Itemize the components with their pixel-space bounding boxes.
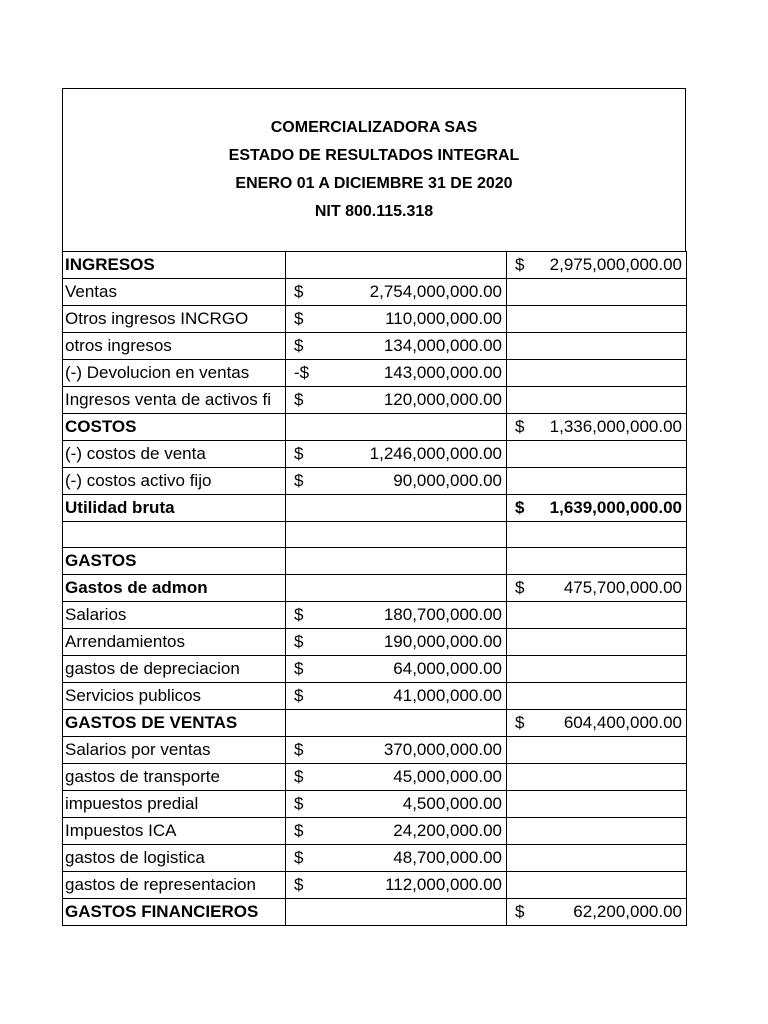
currency-symbol: $ (515, 417, 525, 436)
amount-value: 190,000,000.00 (383, 632, 502, 651)
detail-amount-cell[interactable] (286, 629, 507, 656)
account-label-cell[interactable] (63, 656, 286, 683)
account-label: (-) Devolucion en ventas (65, 363, 250, 382)
account-label: impuestos predial (65, 794, 199, 813)
amount-value: 1,336,000,000.00 (549, 417, 682, 436)
account-label-cell[interactable] (63, 414, 286, 441)
account-label-cell[interactable] (63, 441, 286, 468)
currency-symbol: $ (294, 686, 304, 705)
total-amount-cell[interactable] (507, 899, 687, 926)
account-label-cell[interactable] (63, 360, 286, 387)
detail-amount-cell[interactable] (286, 414, 507, 441)
table-row (63, 737, 687, 764)
statement-title: ESTADO DE RESULTADOS INTEGRAL (228, 147, 520, 164)
amount-value: 1,639,000,000.00 (549, 498, 682, 517)
detail-amount-cell[interactable] (286, 764, 507, 791)
total-amount-cell[interactable] (507, 872, 687, 899)
currency-symbol: $ (294, 794, 304, 813)
amount-value: 4,500,000.00 (402, 794, 502, 813)
table-row (63, 791, 687, 818)
amount-value: 2,975,000,000.00 (549, 255, 682, 274)
currency-symbol: $ (515, 902, 525, 921)
detail-amount-cell[interactable] (286, 306, 507, 333)
table-row (63, 387, 687, 414)
account-label: COSTOS (65, 417, 137, 436)
table-row (63, 872, 687, 899)
table-row (63, 441, 687, 468)
currency-symbol: $ (294, 632, 304, 651)
table-row (63, 548, 687, 575)
detail-amount-cell[interactable] (286, 683, 507, 710)
account-label-cell[interactable] (63, 683, 286, 710)
amount-value: 64,000,000.00 (393, 659, 502, 678)
detail-amount-cell[interactable] (286, 468, 507, 495)
amount-value: 90,000,000.00 (393, 471, 502, 490)
company-name: COMERCIALIZADORA SAS (270, 119, 478, 136)
total-amount-cell[interactable] (507, 629, 687, 656)
account-label: gastos de representacion (65, 875, 256, 894)
total-amount-cell[interactable] (507, 279, 687, 306)
total-amount-cell[interactable] (507, 602, 687, 629)
amount-value: 110,000,000.00 (385, 309, 502, 328)
total-amount-cell[interactable] (507, 845, 687, 872)
account-label: INGRESOS (65, 255, 155, 274)
detail-amount-cell[interactable] (286, 333, 507, 360)
table-row (63, 710, 687, 737)
amount-value: 41,000,000.00 (393, 686, 502, 705)
total-amount-cell[interactable] (507, 441, 687, 468)
total-amount-cell[interactable] (507, 333, 687, 360)
total-amount-cell[interactable] (507, 414, 687, 441)
amount-value: 62,200,000.00 (573, 902, 682, 921)
amount-value: 604,400,000.00 (563, 713, 682, 732)
table-row (63, 279, 687, 306)
table-row (63, 360, 687, 387)
table-row (63, 845, 687, 872)
account-label: Otros ingresos INCRGO (65, 309, 249, 328)
table-row (63, 414, 687, 441)
table-row (63, 495, 687, 522)
total-amount-cell[interactable] (507, 818, 687, 845)
detail-amount-cell[interactable] (286, 791, 507, 818)
currency-symbol: $ (294, 282, 304, 301)
currency-symbol: $ (294, 390, 304, 409)
total-amount-cell[interactable] (507, 764, 687, 791)
total-amount-cell[interactable] (507, 575, 687, 602)
statement-period: ENERO 01 A DICIEMBRE 31 DE 2020 (235, 175, 513, 192)
account-label-cell[interactable] (63, 737, 286, 764)
detail-amount-cell[interactable] (286, 441, 507, 468)
table-row (63, 629, 687, 656)
table-row (63, 602, 687, 629)
account-label-cell[interactable] (63, 764, 286, 791)
income-statement-sheet (62, 88, 686, 926)
currency-symbol: $ (515, 578, 525, 597)
amount-value: 2,754,000,000.00 (369, 282, 502, 301)
table-row (63, 522, 687, 548)
account-label: Gastos de admon (65, 578, 208, 597)
detail-amount-cell[interactable] (286, 252, 507, 279)
table-row (63, 468, 687, 495)
total-amount-cell[interactable] (507, 522, 687, 548)
detail-amount-cell[interactable] (286, 575, 507, 602)
detail-amount-cell[interactable] (286, 872, 507, 899)
detail-amount-cell[interactable] (286, 548, 507, 575)
account-label-cell[interactable] (63, 548, 286, 575)
account-label-cell[interactable] (63, 468, 286, 495)
table-row (63, 899, 687, 926)
total-amount-cell[interactable] (507, 387, 687, 414)
currency-symbol: $ (294, 659, 304, 678)
detail-amount-cell[interactable] (286, 360, 507, 387)
account-label: Salarios (65, 605, 127, 624)
detail-amount-cell[interactable] (286, 818, 507, 845)
account-label: Utilidad bruta (65, 498, 175, 517)
amount-value: 120,000,000.00 (383, 390, 502, 409)
table-row (63, 575, 687, 602)
account-label: Ventas (65, 282, 117, 301)
account-label-cell[interactable] (63, 279, 286, 306)
total-amount-cell[interactable] (507, 737, 687, 764)
account-label-cell[interactable] (63, 899, 286, 926)
account-label-cell[interactable] (63, 791, 286, 818)
currency-symbol: $ (294, 444, 304, 463)
currency-symbol: $ (294, 767, 304, 786)
detail-amount-cell[interactable] (286, 602, 507, 629)
currency-symbol: $ (294, 309, 304, 328)
account-label-cell[interactable] (63, 710, 286, 737)
currency-symbol: $ (515, 498, 525, 517)
account-label: GASTOS FINANCIEROS (65, 902, 259, 921)
table-row (63, 333, 687, 360)
account-label-cell[interactable] (63, 522, 286, 548)
account-label-cell[interactable] (63, 818, 286, 845)
account-label: Servicios publicos (65, 686, 202, 705)
account-label-cell[interactable] (63, 387, 286, 414)
total-amount-cell[interactable] (507, 656, 687, 683)
total-amount-cell[interactable] (507, 683, 687, 710)
statement-table (62, 251, 687, 926)
detail-amount-cell[interactable] (286, 279, 507, 306)
detail-amount-cell[interactable] (286, 656, 507, 683)
account-label: otros ingresos (65, 336, 172, 355)
detail-amount-cell[interactable] (286, 710, 507, 737)
total-amount-cell[interactable] (507, 791, 687, 818)
total-amount-cell[interactable] (507, 306, 687, 333)
amount-value: 45,000,000.00 (393, 767, 502, 786)
table-row (63, 656, 687, 683)
detail-amount-cell[interactable] (286, 899, 507, 926)
statement-header (62, 88, 686, 251)
company-nit: NIT 800.115.318 (314, 203, 434, 220)
amount-value: 475,700,000.00 (563, 578, 682, 597)
amount-value: 112,000,000.00 (385, 875, 502, 894)
account-label: gastos de transporte (65, 767, 220, 786)
detail-amount-cell[interactable] (286, 495, 507, 522)
currency-symbol: $ (294, 471, 304, 490)
account-label-cell[interactable] (63, 629, 286, 656)
account-label-cell[interactable] (63, 333, 286, 360)
account-label: Salarios por ventas (65, 740, 211, 759)
currency-symbol: -$ (294, 363, 310, 382)
currency-symbol: $ (294, 740, 304, 759)
table-row (63, 306, 687, 333)
total-amount-cell[interactable] (507, 252, 687, 279)
total-amount-cell[interactable] (507, 360, 687, 387)
account-label: gastos de logistica (65, 848, 205, 867)
amount-value: 134,000,000.00 (383, 336, 502, 355)
table-row (63, 818, 687, 845)
account-label-cell[interactable] (63, 845, 286, 872)
table-row (63, 252, 687, 279)
account-label-cell[interactable] (63, 602, 286, 629)
currency-symbol: $ (294, 848, 304, 867)
account-label: (-) costos de venta (65, 444, 206, 463)
total-amount-cell[interactable] (507, 710, 687, 737)
currency-symbol: $ (294, 605, 304, 624)
account-label-cell[interactable] (63, 575, 286, 602)
account-label: (-) costos activo fijo (65, 471, 212, 490)
account-label-cell[interactable] (63, 872, 286, 899)
total-amount-cell[interactable] (507, 548, 687, 575)
account-label: Ingresos venta de activos fi (65, 390, 272, 409)
amount-value: 180,700,000.00 (383, 605, 502, 624)
currency-symbol: $ (294, 336, 304, 355)
currency-symbol: $ (294, 875, 304, 894)
account-label: GASTOS (65, 551, 137, 570)
detail-amount-cell[interactable] (286, 522, 507, 548)
account-label: gastos de depreciacion (65, 659, 240, 678)
amount-value: 1,246,000,000.00 (369, 444, 502, 463)
amount-value: 48,700,000.00 (393, 848, 502, 867)
account-label-cell[interactable] (63, 495, 286, 522)
detail-amount-cell[interactable] (286, 845, 507, 872)
total-amount-cell[interactable] (507, 468, 687, 495)
currency-symbol: $ (515, 713, 525, 732)
account-label-cell[interactable] (63, 306, 286, 333)
currency-symbol: $ (515, 255, 525, 274)
detail-amount-cell[interactable] (286, 737, 507, 764)
account-label: Arrendamientos (65, 632, 186, 651)
total-amount-cell[interactable] (507, 495, 687, 522)
amount-value: 143,000,000.00 (383, 363, 502, 382)
detail-amount-cell[interactable] (286, 387, 507, 414)
account-label: GASTOS DE VENTAS (65, 713, 238, 732)
amount-value: 24,200,000.00 (393, 821, 502, 840)
currency-symbol: $ (294, 821, 304, 840)
account-label-cell[interactable] (63, 252, 286, 279)
table-row (63, 764, 687, 791)
table-row (63, 683, 687, 710)
account-label: Impuestos ICA (65, 821, 177, 840)
amount-value: 370,000,000.00 (383, 740, 502, 759)
